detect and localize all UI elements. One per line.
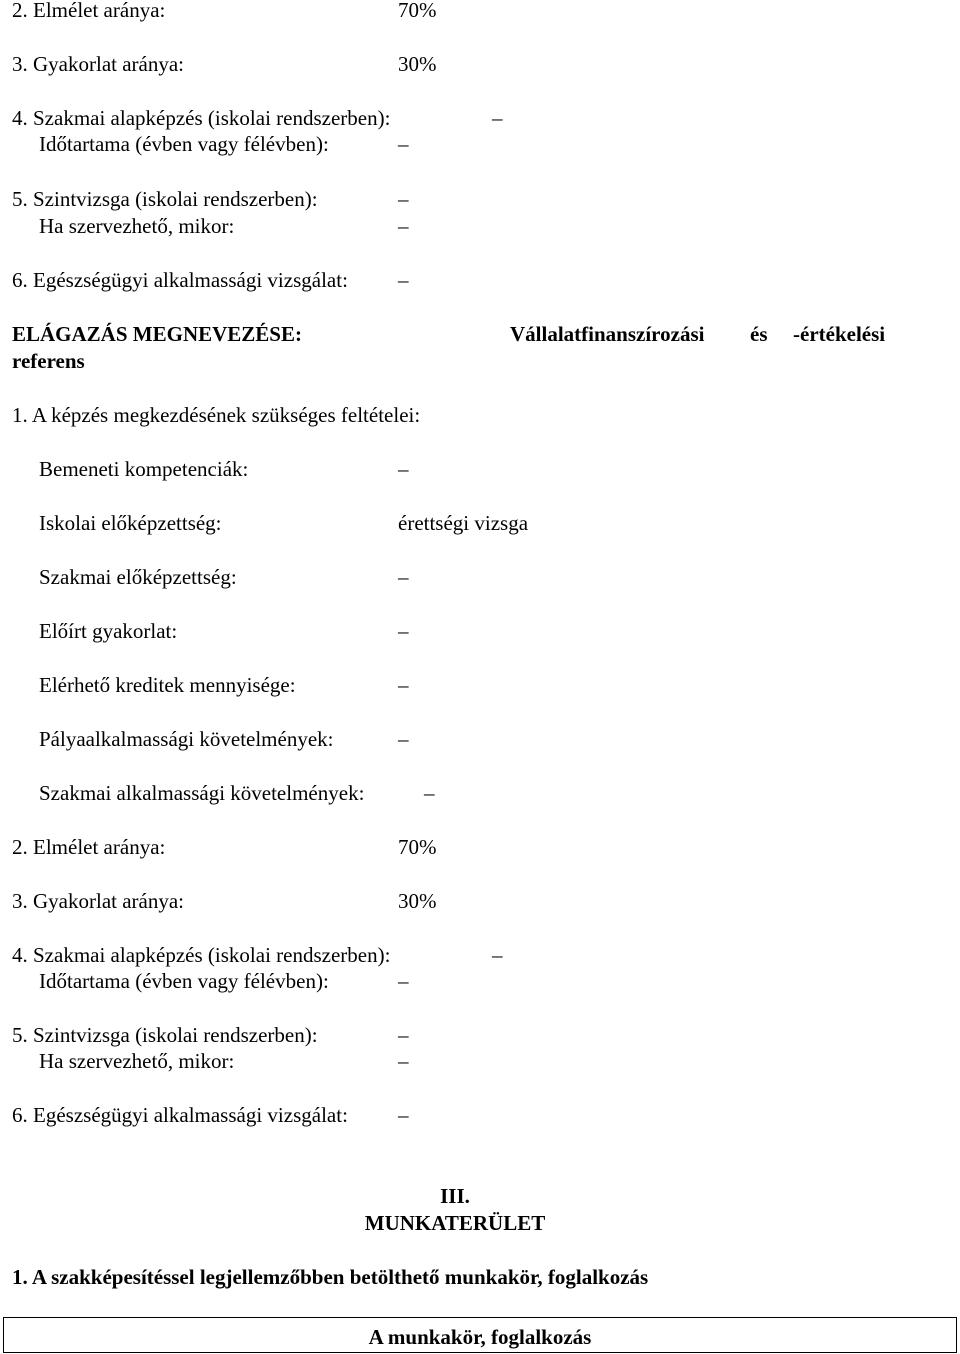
elmelet-label: 2. Elmélet aránya: <box>12 0 166 22</box>
req-iskolai-value: érettségi vizsga <box>398 511 529 535</box>
gyakorlat-value: 30% <box>398 52 437 76</box>
branch-label: ELÁGAZÁS MEGNEVEZÉSE: <box>12 322 302 346</box>
branch-name-line2: referens <box>12 349 85 373</box>
req-bemeneti-label: Bemeneti kompetenciák: <box>39 457 249 481</box>
szintvizsga-value: – <box>398 187 409 211</box>
idotartam-label: Időtartama (évben vagy félévben): <box>39 132 329 156</box>
requirements-heading: 1. A képzés megkezdésének szükséges feltételei: <box>12 403 421 427</box>
req-bemeneti-value: – <box>398 457 409 481</box>
req-szakmai-value: – <box>398 565 409 589</box>
szervezheto-label: Ha szervezhető, mikor: <box>39 214 235 238</box>
alapkepzes-label: 4. Szakmai alapképzés (iskolai rendszerben): <box>12 106 391 130</box>
alapkepzes-value-2: – <box>492 943 503 967</box>
gyakorlat-label-2: 3. Gyakorlat aránya: <box>12 889 185 913</box>
szintvizsga-label-2: 5. Szintvizsga (iskolai rendszerben): <box>12 1023 318 1047</box>
section-number: III. <box>440 1184 470 1208</box>
elmelet-label-2: 2. Elmélet aránya: <box>12 835 166 859</box>
egeszseg-label-2: 6. Egészségügyi alkalmassági vizsgálat: <box>12 1103 348 1127</box>
gyakorlat-value-2: 30% <box>398 889 437 913</box>
occupation-table-header: A munkakör, foglalkozás <box>368 1325 592 1349</box>
idotartam-value-2: – <box>398 969 409 993</box>
section-title: MUNKATERÜLET <box>364 1211 546 1235</box>
elmelet-value-2: 70% <box>398 835 437 859</box>
szervezheto-value: – <box>398 214 409 238</box>
alapkepzes-label-2: 4. Szakmai alapképzés (iskolai rendszerben): <box>12 943 391 967</box>
egeszseg-value: – <box>398 268 409 292</box>
branch-name-part1: Vállalatfinanszírozási <box>510 322 705 346</box>
branch-name-part2: és <box>750 322 768 346</box>
idotartam-label-2: Időtartama (évben vagy félévben): <box>39 969 329 993</box>
section-item-1: 1. A szakképesítéssel legjellemzőbben betölthető munkakör, foglalkozás <box>12 1265 649 1289</box>
egeszseg-label: 6. Egészségügyi alkalmassági vizsgálat: <box>12 268 348 292</box>
elmelet-value: 70% <box>398 0 437 22</box>
req-eloirt-value: – <box>398 619 409 643</box>
alapkepzes-value: – <box>492 106 503 130</box>
req-szakmaialk-value: – <box>424 781 435 805</box>
szintvizsga-value-2: – <box>398 1023 409 1047</box>
req-iskolai-label: Iskolai előképzettség: <box>39 511 222 535</box>
egeszseg-value-2: – <box>398 1103 409 1127</box>
req-szakmai-label: Szakmai előképzettség: <box>39 565 237 589</box>
szervezheto-label-2: Ha szervezhető, mikor: <box>39 1049 235 1073</box>
req-kreditek-label: Elérhető kreditek mennyisége: <box>39 673 296 697</box>
req-szakmaialk-label: Szakmai alkalmassági követelmények: <box>39 781 365 805</box>
occupation-table <box>3 1317 957 1353</box>
req-palyaalk-value: – <box>398 727 409 751</box>
gyakorlat-label: 3. Gyakorlat aránya: <box>12 52 185 76</box>
idotartam-value: – <box>398 132 409 156</box>
req-palyaalk-label: Pályaalkalmassági követelmények: <box>39 727 334 751</box>
req-eloirt-label: Előírt gyakorlat: <box>39 619 178 643</box>
branch-name-part3: -értékelési <box>793 322 886 346</box>
szervezheto-value-2: – <box>398 1049 409 1073</box>
req-kreditek-value: – <box>398 673 409 697</box>
szintvizsga-label: 5. Szintvizsga (iskolai rendszerben): <box>12 187 318 211</box>
